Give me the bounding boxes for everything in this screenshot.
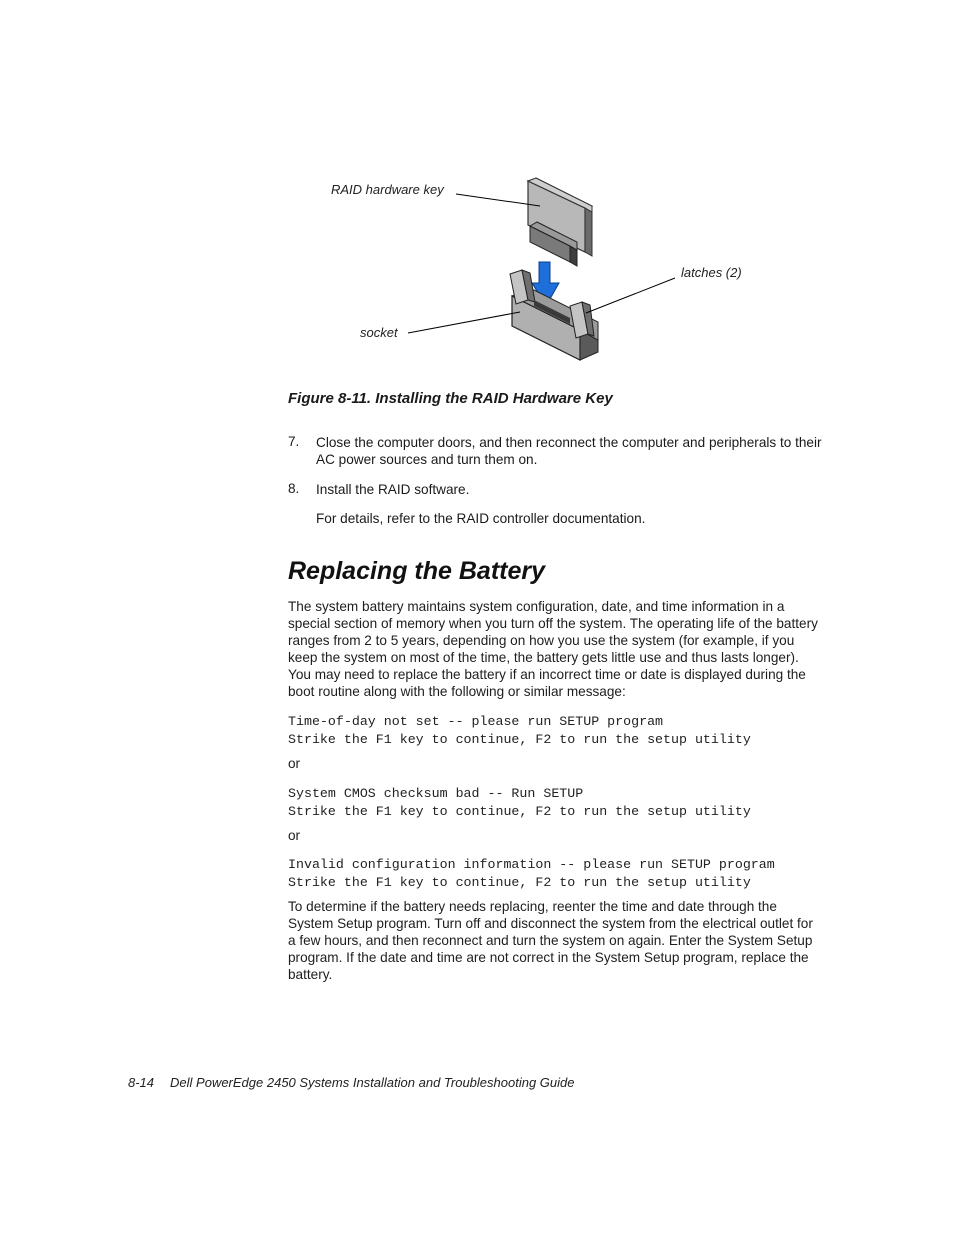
step-8-text: Install the RAID software.	[316, 482, 470, 497]
battery-intro-paragraph: The system battery maintains system configuration, date, and time information in a special section of memory when you turn off the system. The operating life of the battery ranges from 2 to 5 years, depending on how you use the system (for example, if you keep the system on most of the time, the battery gets little use and thus lasts longer). You may need to replace the battery if an incorrect time or date is displayed during the boot routine along with the following or similar message:	[288, 599, 818, 699]
message-line: Strike the F1 key to continue, F2 to run the setup utility	[288, 874, 751, 890]
message-block-2	[288, 785, 751, 820]
message-line: Invalid configuration information -- please run SETUP program	[288, 857, 775, 872]
message-line: Strike the F1 key to continue, F2 to run the setup utility	[288, 731, 751, 747]
page-number: 8-14	[128, 1075, 155, 1090]
or-separator: or	[288, 828, 301, 843]
message-line: Time-of-day not set -- please run SETUP program	[288, 714, 664, 729]
step-8-number: 8.	[288, 481, 300, 496]
page-footer	[128, 1075, 574, 1090]
section-heading: Replacing the Battery	[288, 557, 546, 585]
figure-caption: Figure 8-11. Installing the RAID Hardware Key	[288, 390, 613, 407]
latches-label: latches (2)	[681, 265, 742, 280]
message-block-3	[288, 856, 775, 891]
raid-key-label: RAID hardware key	[331, 182, 444, 197]
message-line: Strike the F1 key to continue, F2 to run the setup utility	[288, 803, 751, 819]
message-line: System CMOS checksum bad -- Run SETUP	[288, 786, 584, 801]
or-separator: or	[288, 756, 301, 771]
socket-label: socket	[360, 325, 398, 340]
socket-leader-line	[408, 312, 520, 333]
raid-key-illustration	[0, 0, 954, 380]
battery-closing-paragraph: To determine if the battery needs replacing, reenter the time and date through the System Setup program. Turn off and disconnect the system from the electrical outlet for a few hours, and then reconnect and turn the system on again. Enter the System Setup program. If the date and time are not correct in the System Setup program, replace the battery.	[288, 899, 813, 982]
step-8-detail: For details, refer to the RAID controller documentation.	[316, 511, 646, 526]
raid-hardware-key-part	[528, 178, 592, 266]
step-7-text: Close the computer doors, and then reconnect the computer and peripherals to their AC power sources and turn them on.	[316, 435, 822, 467]
message-block-1	[288, 713, 751, 748]
step-7-number: 7.	[288, 434, 300, 449]
book-title: Dell PowerEdge 2450 Systems Installation and Troubleshooting Guide	[170, 1075, 575, 1090]
latches-leader-line	[586, 278, 675, 313]
